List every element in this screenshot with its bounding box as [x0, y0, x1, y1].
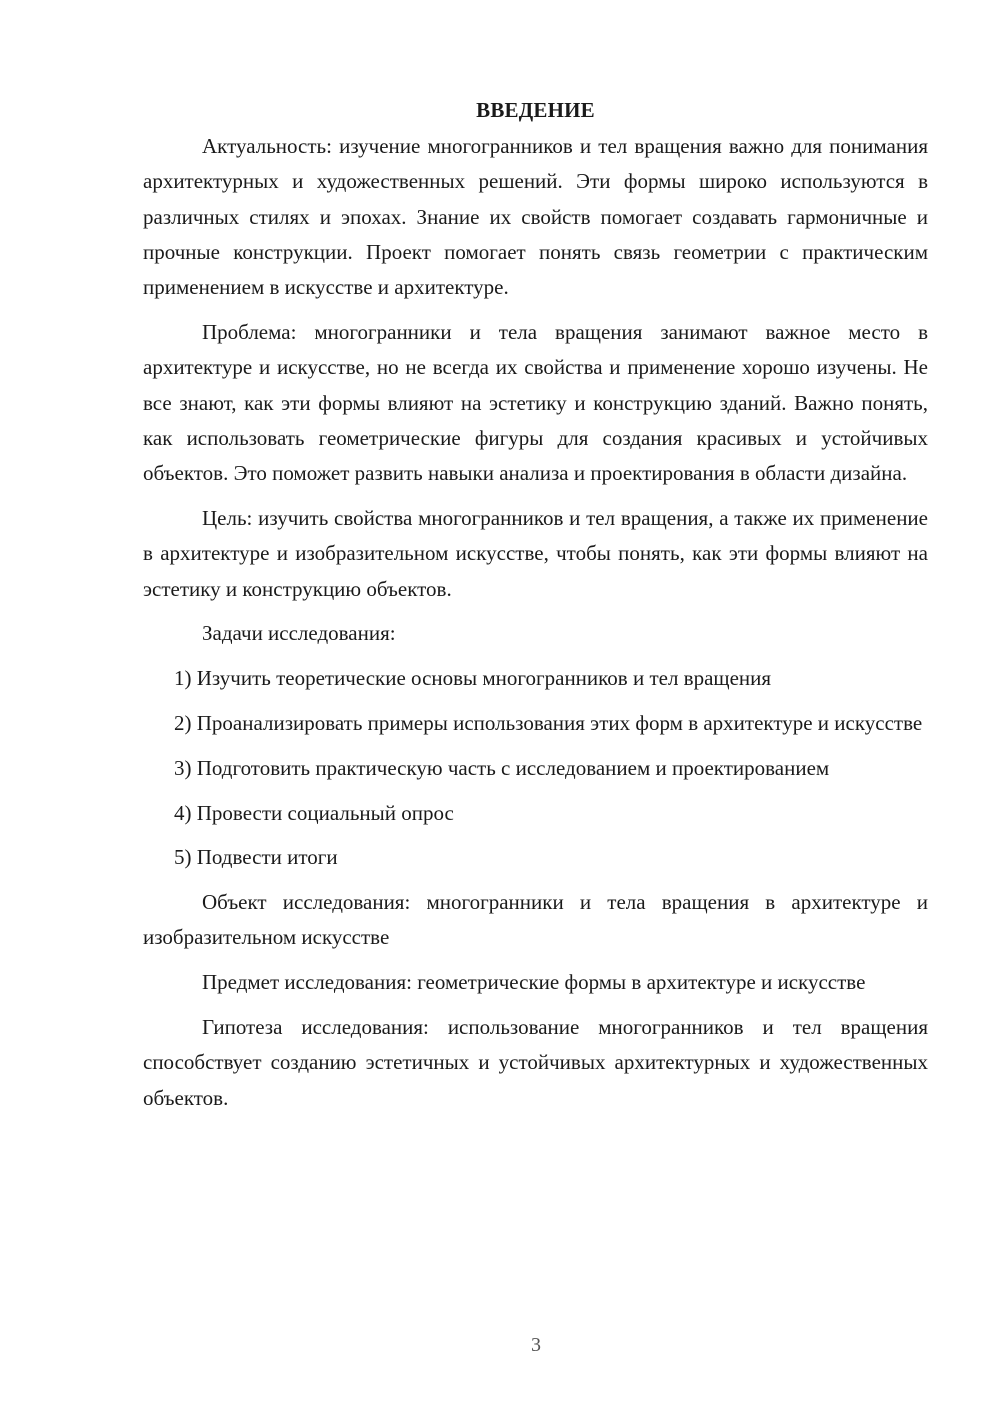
paragraph-hypothesis: Гипотеза исследования: использование многогранников и тел вращения способствует созданию эстетичных и устойчивых архитектурных и художественных объектов. — [143, 1015, 928, 1110]
task-item-1: 1) Изучить теоретические основы многогранников и тел вращения — [174, 666, 772, 691]
task-item-2: 2) Проанализировать примеры использования этих форм в архитектуре и искусстве — [174, 710, 923, 735]
paragraph-object: Объект исследования: многогранники и тела вращения в архитектуре и изобразительном искусстве — [143, 890, 928, 950]
document-page — [143, 92, 928, 1125]
paragraph-problem: Проблема: многогранники и тела вращения занимают важное место в архитектуре и искусстве, но не всегда их свойства и применение хорошо изучены. Не все знают, как эти формы влияют на эстетику и конструкцию зданий. Важно понять, как использовать геометрические фигуры для создания красивых и устойчивых объектов. Это поможет развить навыки анализа и проектирования в области дизайна. — [143, 319, 928, 486]
page-title: ВВЕДЕНИЕ — [476, 98, 595, 122]
paragraph-subject: Предмет исследования: геометрические формы в архитектуре и искусстве — [202, 970, 866, 995]
paragraph-goal: Цель: изучить свойства многогранников и тел вращения, а также их применение в архитектуре и изобразительном искусстве, чтобы понять, как эти формы влияют на эстетику и конструкцию объектов. — [143, 505, 928, 601]
task-item-4: 4) Провести социальный опрос — [174, 800, 454, 825]
task-item-3: 3) Подготовить практическую часть с исследованием и проектированием — [174, 755, 830, 780]
paragraph-tasks-heading: Задачи исследования: — [202, 621, 396, 646]
paragraph-relevance: Актуальность: изучение многогранников и тел вращения важно для понимания архитектурных и художественных решений. Эти формы широко используются в различных стилях и эпохах. Знание их свойств помогает создавать гармоничные и прочные конструкции. Проект помогает понять связь геометрии с практическим применением в искусстве и архитектуре. — [143, 134, 928, 300]
task-item-5: 5) Подвести итоги — [174, 845, 338, 870]
page-number: 3 — [531, 1334, 541, 1356]
